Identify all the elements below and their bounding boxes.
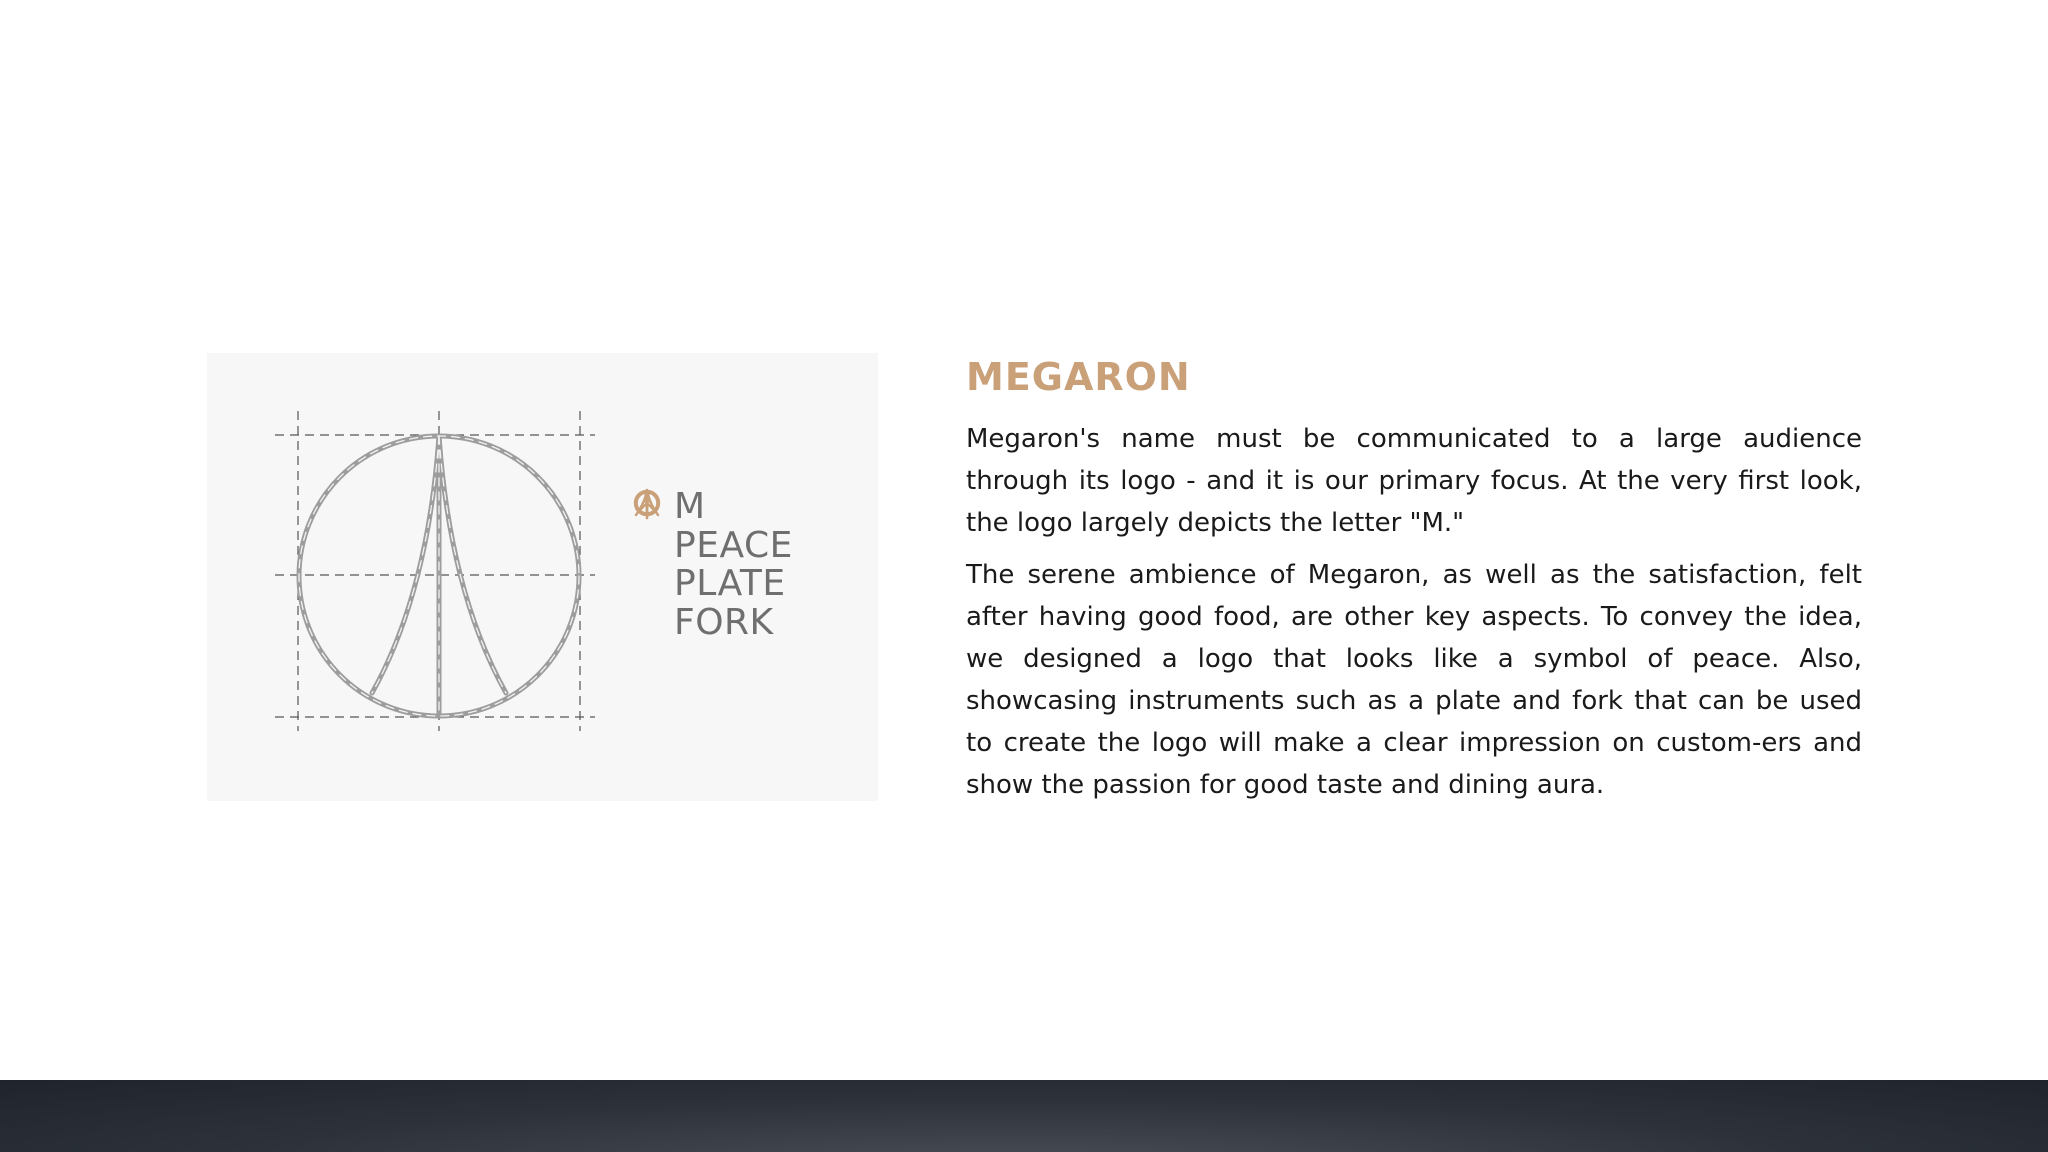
page-title: MEGARON xyxy=(966,355,1191,399)
megaron-logo-mark xyxy=(299,436,579,716)
legend-label: M xyxy=(674,486,706,528)
legend-item-peace xyxy=(632,524,793,566)
legend-item-plate xyxy=(632,565,793,604)
concept-paragraph: The serene ambience of Megaron, as well as the satisfaction, felt after having good food, are other key aspects. To convey the idea, we designed a logo that looks like a symbol of peace. Also, showcasing instruments such as a plate and fork that can be used to create the logo will make a clear impression on custom-ers and show the passion for good taste and dining aura. xyxy=(966,560,1862,800)
legend-item-fork xyxy=(632,601,793,643)
legend-label: FORK xyxy=(674,601,774,643)
intro-paragraph: Megaron's name must be communicated to a large audience through its logo - and it is our primary focus. At the very first look, the logo largely depicts the letter "M." xyxy=(966,424,1862,538)
peace-symbol-icon xyxy=(632,527,672,565)
logo-construction-panel xyxy=(207,353,878,801)
plate-icon xyxy=(632,565,672,603)
fork-icon xyxy=(632,604,672,642)
logo-legend xyxy=(632,488,793,642)
description-column xyxy=(966,352,1862,816)
legend-label: PEACE xyxy=(674,524,793,566)
legend-label: PLATE xyxy=(674,563,786,605)
footer-band xyxy=(0,1080,2048,1152)
